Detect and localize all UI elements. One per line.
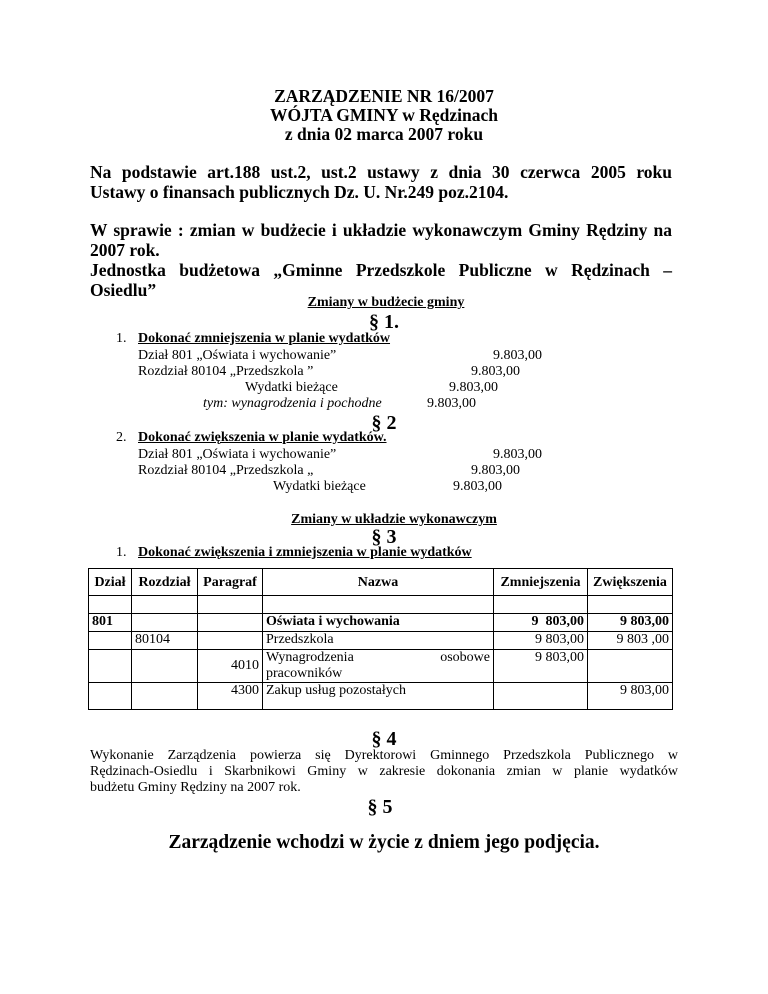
- section4-line2: Rędzinach-Osiedlu i Skarbnikowi Gminy w zakresie dokonania zmian w planie wydatków: [90, 764, 678, 779]
- section1-symbol: § 1.: [369, 311, 399, 333]
- s2-row3-label: Wydatki bieżące: [273, 479, 366, 494]
- cell-rozdzial: 80104: [132, 632, 198, 650]
- col-header-zwiekszenia: Zwiększenia: [588, 569, 673, 596]
- subject-line4: Osiedlu”: [90, 280, 157, 300]
- s1-row1-value: 9.803,00: [493, 348, 542, 363]
- cell-nazwa-part2: osobowe: [440, 650, 490, 665]
- cell-zmniejszenia: 9 803,00: [494, 614, 588, 632]
- s1-row3-label: Wydatki bieżące: [245, 380, 338, 395]
- subject-line3: Jednostka budżetowa „Gminne Przedszkole Publiczne w Rędzinach –: [90, 260, 672, 280]
- cell-nazwa: Przedszkola: [263, 632, 494, 650]
- cell-nazwa: [263, 650, 494, 683]
- section1-item-title: Dokonać zmniejszenia w planie wydatków: [138, 331, 391, 346]
- section3-symbol: § 3: [371, 526, 397, 548]
- section2-item-number: 2.: [116, 430, 127, 445]
- cell-nazwa: Zakup usług pozostałych: [263, 683, 494, 710]
- cell-paragraf: [198, 614, 263, 632]
- s1-row4-value: 9.803,00: [427, 396, 476, 411]
- doc-date: z dnia 02 marca 2007 roku: [284, 124, 484, 144]
- cell-dzial: 801: [89, 614, 132, 632]
- s2-row2-label: Rozdział 80104 „Przedszkola „: [138, 463, 314, 478]
- cell-zmniejszenia: [494, 683, 588, 710]
- col-header-paragraf: Paragraf: [198, 569, 263, 596]
- legal-basis-line2: Ustawy o finansach publicznych Dz. U. Nr.249 poz.2104.: [90, 182, 509, 202]
- doc-title: ZARZĄDZENIE NR 16/2007: [274, 86, 494, 106]
- section4-line3: budżetu Gminy Rędziny na 2007 rok.: [90, 780, 301, 795]
- col-header-dzial: Dział: [89, 569, 132, 596]
- s1-row3-value: 9.803,00: [449, 380, 498, 395]
- table-header-row: [89, 569, 673, 596]
- s2-row1-value: 9.803,00: [493, 447, 542, 462]
- exec-changes-heading: Zmiany w układzie wykonawczym: [291, 512, 497, 527]
- section4-line1: Wykonanie Zarządzenia powierza się Dyrektorowi Gminnego Przedszkola Publicznego w: [90, 748, 678, 763]
- cell-nazwa-part1: Wynagrodzenia: [266, 650, 354, 665]
- subject-line2: 2007 rok.: [90, 240, 160, 260]
- col-header-zmniejszenia: Zmniejszenia: [494, 569, 588, 596]
- cell-zwiekszenia: 9 803,00: [588, 614, 673, 632]
- cell-paragraf: 4010: [198, 650, 263, 683]
- s1-row1-label: Dział 801 „Oświata i wychowanie”: [138, 348, 337, 363]
- table-row: [89, 683, 673, 710]
- section4-symbol: § 4: [371, 728, 397, 750]
- cell-zwiekszenia: 9 803 ,00: [588, 632, 673, 650]
- doc-issuer: WÓJTA GMINY w Rędzinach: [270, 105, 498, 125]
- s1-row2-value: 9.803,00: [471, 364, 520, 379]
- section3-item-title: Dokonać zwiększenia i zmniejszenia w planie wydatków: [138, 545, 472, 560]
- section5-text: Zarządzenie wchodzi w życie z dniem jego podjęcia.: [168, 832, 600, 853]
- section4-text: [90, 748, 678, 796]
- cell-zwiekszenia: [588, 650, 673, 683]
- section5-symbol: § 5: [367, 796, 393, 818]
- cell-nazwa: Oświata i wychowania: [263, 614, 494, 632]
- cell-paragraf: [198, 632, 263, 650]
- legal-basis-line1: Na podstawie art.188 ust.2, ust.2 ustawy z dnia 30 czerwca 2005 roku: [90, 162, 672, 182]
- cell-zmniejszenia: 9 803,00: [494, 650, 588, 683]
- section1-item-number: 1.: [116, 331, 127, 346]
- s1-row2-label: Rozdział 80104 „Przedszkola ”: [138, 364, 314, 379]
- col-header-rozdzial: Rozdział: [132, 569, 198, 596]
- cell-zmniejszenia: 9 803,00: [494, 632, 588, 650]
- s1-row4-label: tym: wynagrodzenia i pochodne: [203, 396, 382, 411]
- table-row: [89, 650, 673, 683]
- table-row: [89, 632, 673, 650]
- budget-changes-heading: Zmiany w budżecie gminy: [307, 295, 465, 310]
- col-header-nazwa: Nazwa: [263, 569, 494, 596]
- s2-row3-value: 9.803,00: [453, 479, 502, 494]
- cell-nazwa-part3: pracowników: [266, 666, 343, 681]
- budget-table: [88, 568, 673, 710]
- subject-line1: W sprawie : zmian w budżecie i układzie wykonawczym Gminy Rędziny na: [90, 220, 672, 240]
- table-row: [89, 596, 673, 614]
- table-row: [89, 614, 673, 632]
- s2-row1-label: Dział 801 „Oświata i wychowanie”: [138, 447, 337, 462]
- section3-item-number: 1.: [116, 545, 127, 560]
- cell-paragraf: 4300: [198, 683, 263, 710]
- cell-rozdzial: [132, 614, 198, 632]
- section2-symbol: § 2: [371, 412, 397, 434]
- section2-item-title: Dokonać zwiększenia w planie wydatków.: [138, 430, 387, 445]
- cell-zwiekszenia: 9 803,00: [588, 683, 673, 710]
- s2-row2-value: 9.803,00: [471, 463, 520, 478]
